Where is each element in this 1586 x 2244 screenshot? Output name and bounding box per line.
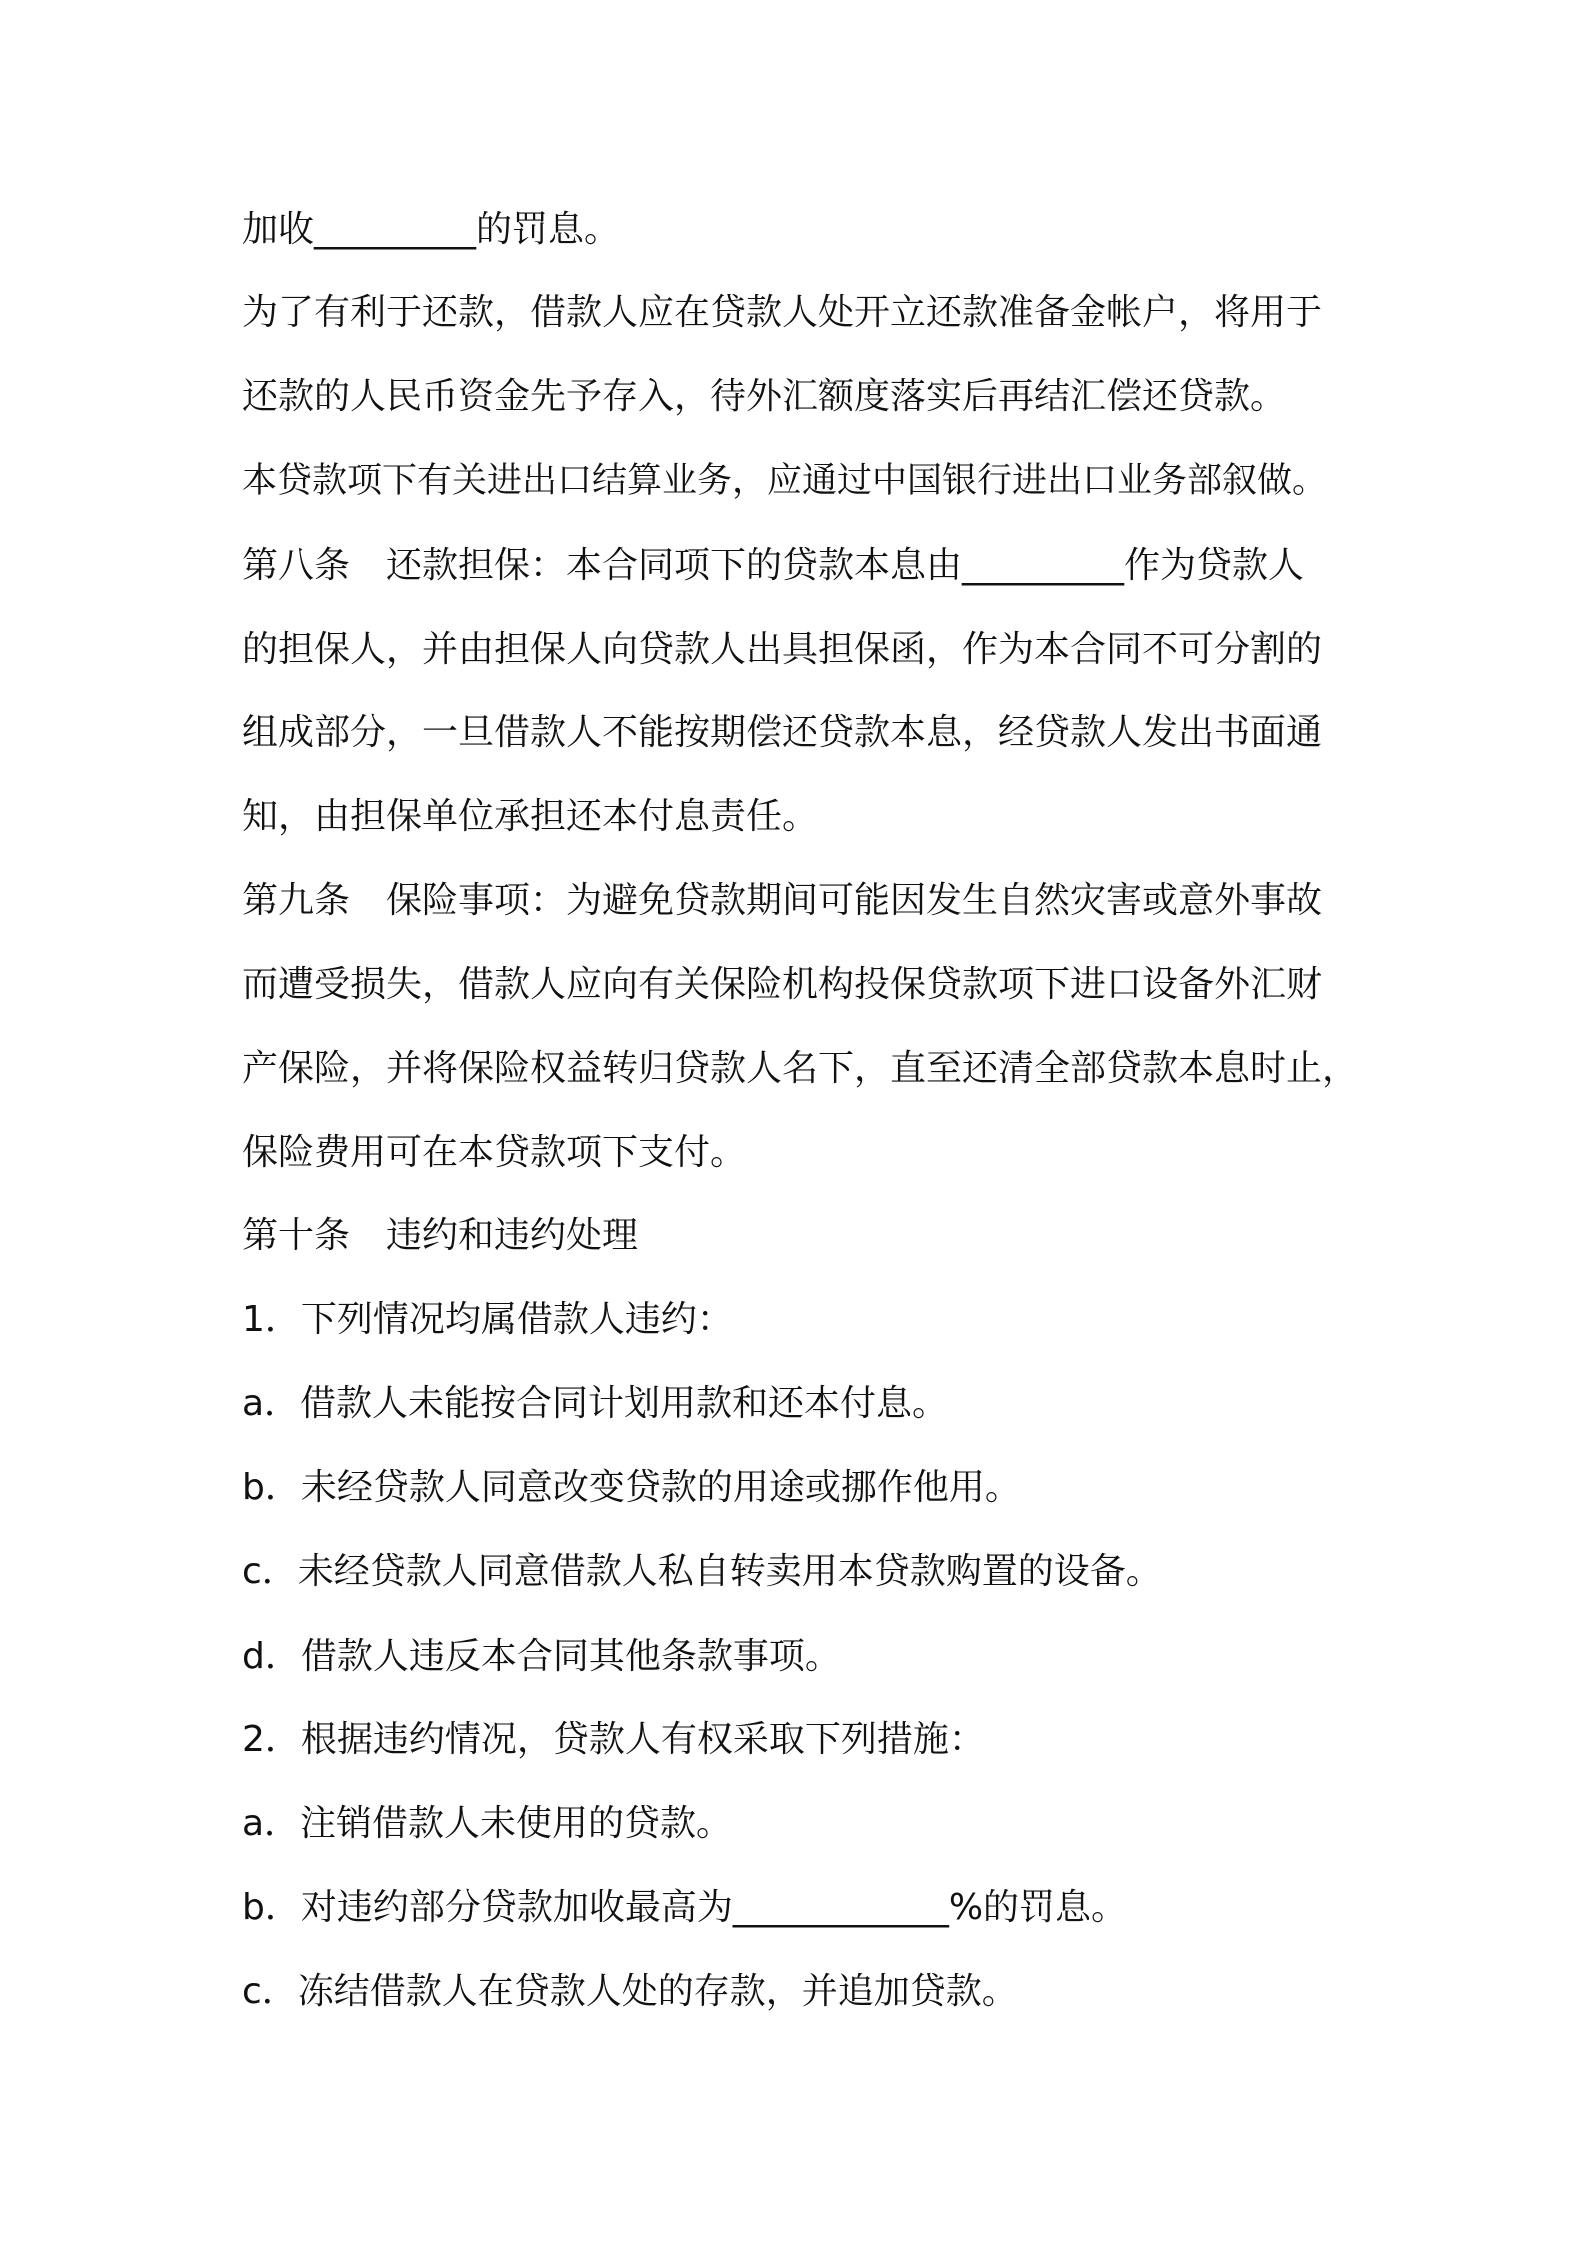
paragraph-line: 保险费用可在本贷款项下支付。: [242, 1132, 747, 1173]
article-10-heading: 第十条 违约和违约处理: [242, 1215, 639, 1256]
article-9-heading-line: 第九条 保险事项：为避免贷款期间可能因发生自然灾害或意外事故: [242, 880, 1323, 921]
article-8-heading-line: 第八条 还款担保：本合同项下的贷款本息由_________作为贷款人: [242, 545, 1305, 586]
list-item: c．未经贷款人同意借款人私自转卖用本贷款购置的设备。: [242, 1551, 1162, 1592]
paragraph-line: 产保险，并将保险权益转归贷款人名下，直至还清全部贷款本息时止，: [242, 1048, 1359, 1089]
list-item: a．注销借款人未使用的贷款。: [242, 1803, 733, 1844]
paragraph-line: 的担保人，并由担保人向贷款人出具担保函，作为本合同不可分割的: [242, 629, 1323, 670]
list-item: b．对违约部分贷款加收最高为____________%的罚息。: [242, 1887, 1128, 1928]
list-item: c．冻结借款人在贷款人处的存款，并追加贷款。: [242, 1971, 1018, 2012]
paragraph-line: 为了有利于还款，借款人应在贷款人处开立还款准备金帐户，将用于: [242, 292, 1323, 333]
list-item: b．未经贷款人同意改变贷款的用途或挪作他用。: [242, 1467, 1021, 1508]
list-item: 2．根据违约情况，贷款人有权采取下列措施：: [242, 1719, 985, 1760]
paragraph-line: 本贷款项下有关进出口结算业务，应通过中国银行进出口业务部叙做。: [242, 461, 1328, 501]
paragraph-line: 加收_________的罚息。: [242, 209, 621, 250]
paragraph-line: 还款的人民币资金先予存入，待外汇额度落实后再结汇偿还贷款。: [242, 376, 1287, 417]
paragraph-line: 组成部分，一旦借款人不能按期偿还贷款本息，经贷款人发出书面通: [242, 712, 1323, 753]
list-item: d．借款人违反本合同其他条款事项。: [242, 1636, 841, 1677]
list-item: a．借款人未能按合同计划用款和还本付息。: [242, 1383, 949, 1424]
paragraph-line: 知，由担保单位承担还本付息责任。: [242, 796, 819, 837]
paragraph-line: 而遭受损失，借款人应向有关保险机构投保贷款项下进口设备外汇财: [242, 964, 1323, 1005]
list-item: 1．下列情况均属借款人违约：: [242, 1299, 733, 1340]
